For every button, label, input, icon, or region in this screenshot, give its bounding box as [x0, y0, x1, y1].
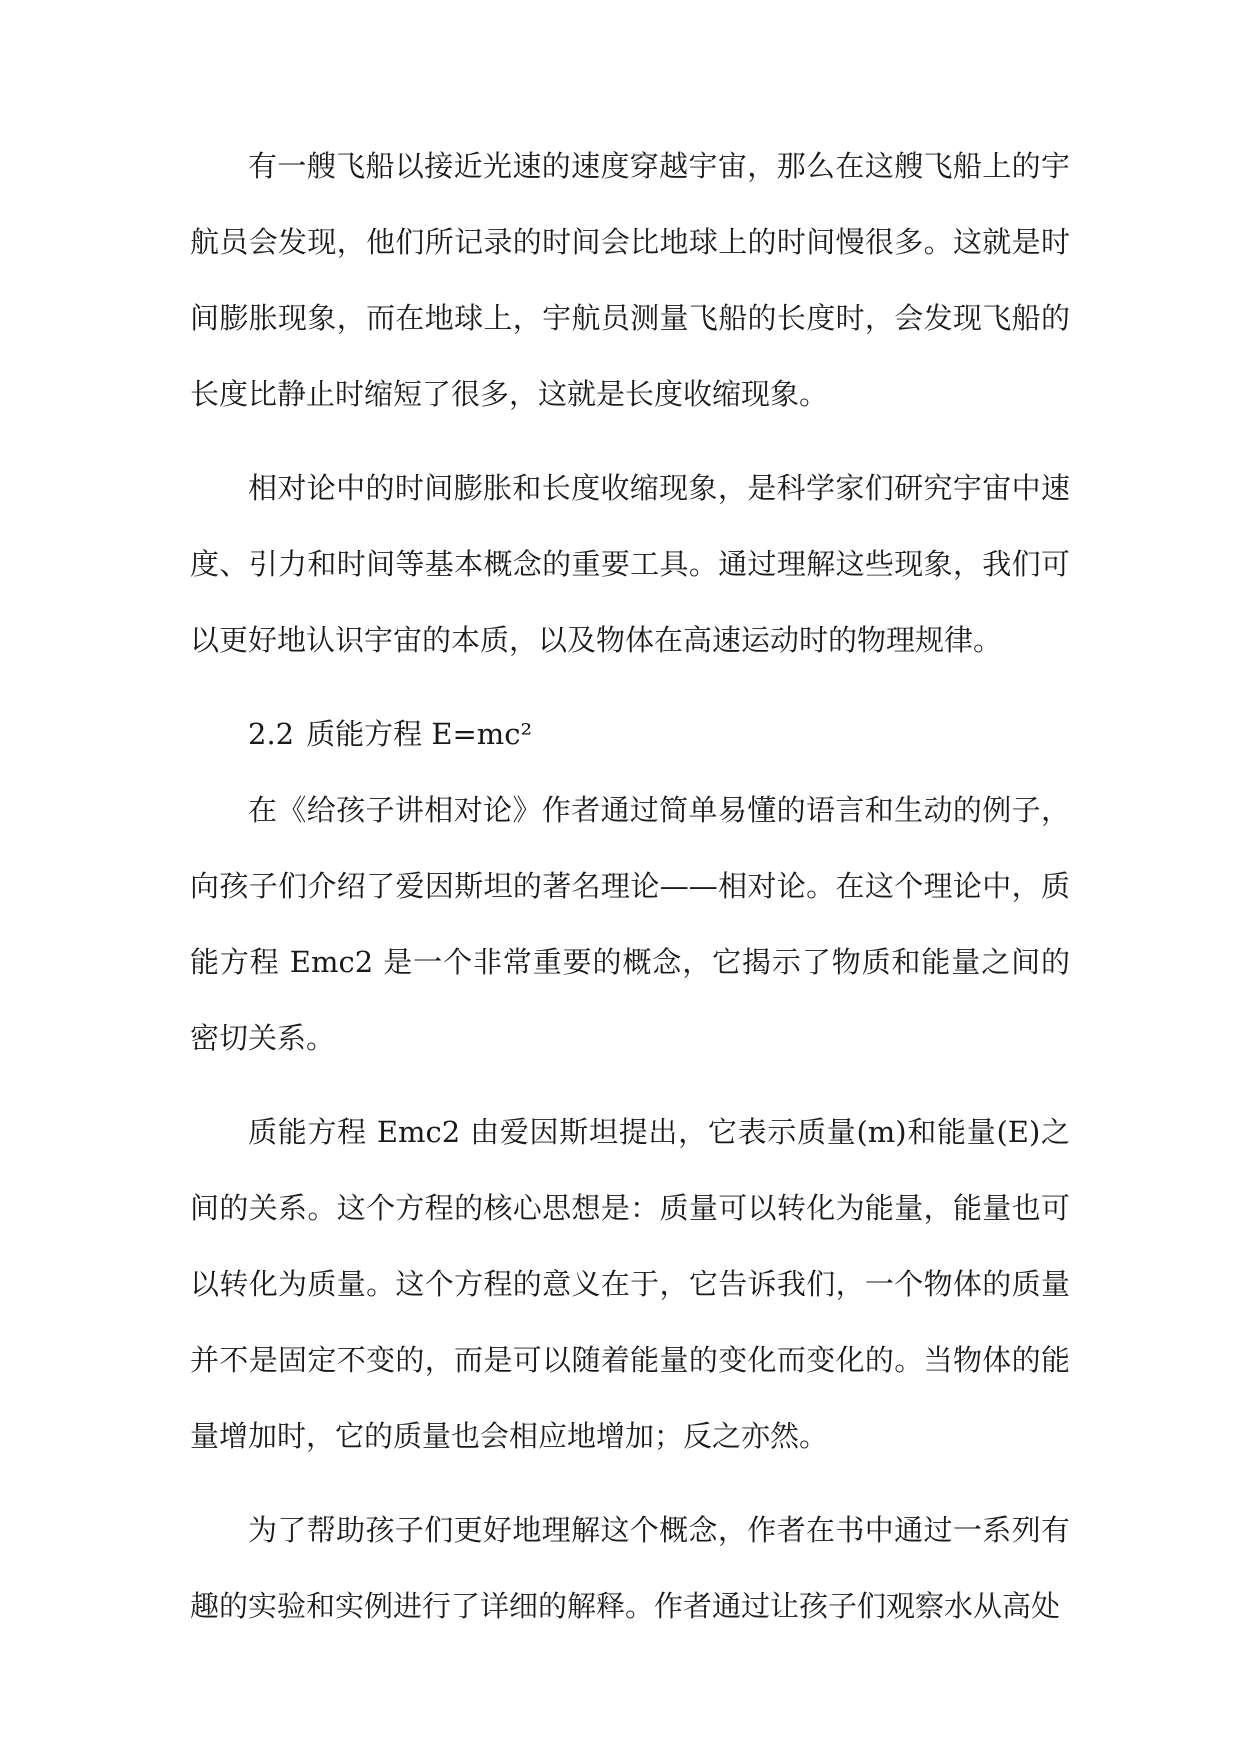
paragraph-book-intro: 在《给孩子讲相对论》作者通过简单易懂的语言和生动的例子，向孩子们介绍了爱因斯坦的著名理论——相对论。在这个理论中，质能方程 Emc2 是一个非常重要的概念，它揭示了物质和能量之间的密切关系。	[190, 793, 1070, 1055]
paragraph-relativity-summary: 相对论中的时间膨胀和长度收缩现象，是科学家们研究宇宙中速度、引力和时间等基本概念的重要工具。通过理解这些现象，我们可以更好地认识宇宙的本质，以及物体在高速运动时的物理规律。	[190, 471, 1070, 657]
paragraph-time-dilation-example: 有一艘飞船以接近光速的速度穿越宇宙，那么在这艘飞船上的宇航员会发现，他们所记录的时间会比地球上的时间慢很多。这就是时间膨胀现象，而在地球上，宇航员测量飞船的长度时，会发现飞船的长度比静止时缩短了很多，这就是长度收缩现象。	[190, 149, 1070, 411]
section-heading	[190, 696, 1070, 772]
section-title: 质能方程 E=mc²	[306, 717, 533, 751]
document-page	[190, 128, 1070, 1644]
paragraph-experiments: 为了帮助孩子们更好地理解这个概念，作者在书中通过一系列有趣的实验和实例进行了详细的解释。作者通过让孩子们观察水从高处	[190, 1513, 1070, 1623]
section-number: 2.2	[248, 717, 295, 751]
paragraph-mass-energy-explanation: 质能方程 Emc2 由爱因斯坦提出，它表示质量(m)和能量(E)之间的关系。这个方程的核心思想是：质量可以转化为能量，能量也可以转化为质量。这个方程的意义在于，它告诉我们，一个物体的质量并不是固定不变的，而是可以随着能量的变化而变化的。当物体的能量增加时，它的质量也会相应地增加；反之亦然。	[190, 1115, 1070, 1453]
